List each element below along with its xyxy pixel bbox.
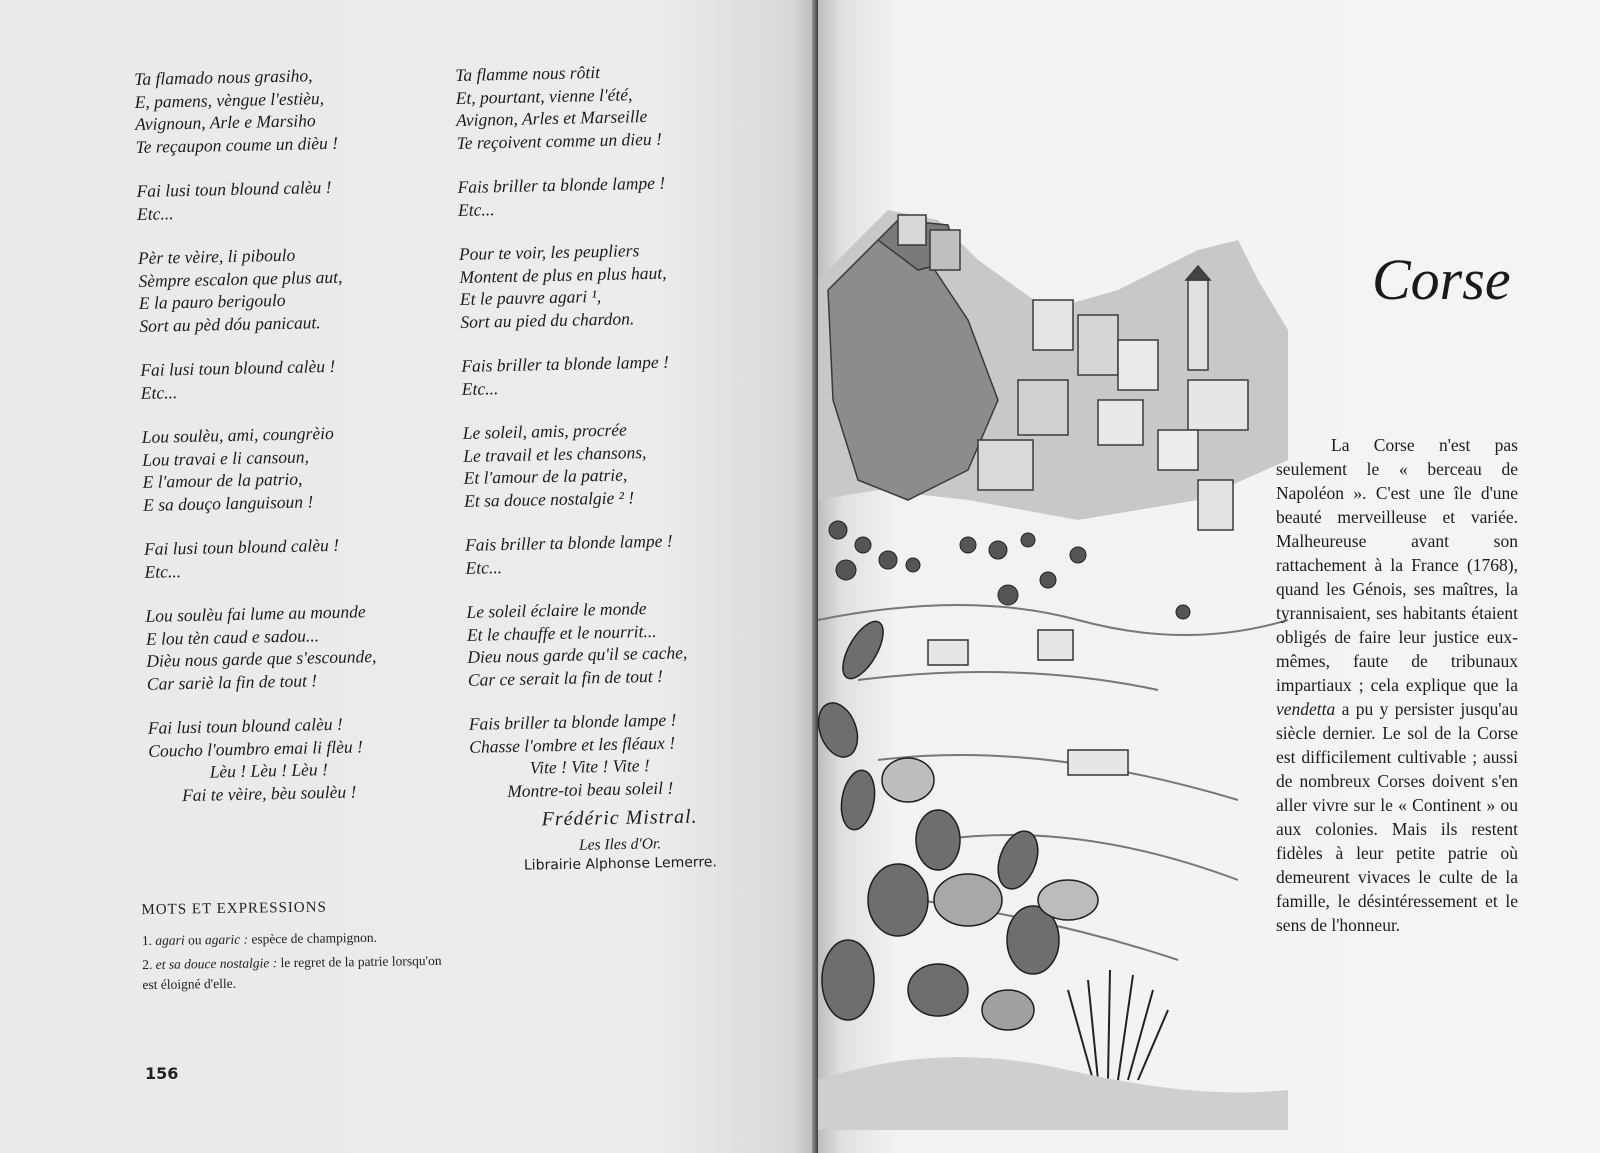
poem-line: Et le chauffe et le nourrit... (466, 620, 657, 645)
poem-line: Car sariè la fin de tout ! (146, 669, 318, 694)
poem-line: Car ce serait la fin de tout ! (467, 665, 663, 690)
note-number: 2. (142, 956, 153, 973)
note-text: espèce de champignon. (247, 929, 378, 947)
poem-line: Lou soulèu fai lume au mounde (145, 601, 366, 626)
poem-line: E la pauro berigoulo (138, 289, 286, 313)
stanza (141, 421, 383, 516)
stanza (459, 238, 701, 333)
note-term: agaric : (204, 931, 249, 948)
poem-line: Fais briller ta blonde lampe ! (457, 172, 666, 197)
french-poem (455, 59, 711, 825)
poem-line: Sort au pied du chardon. (460, 307, 635, 332)
poem-line: Fai lusi toun blound calèu ! (136, 176, 332, 201)
poem-line: Etc... (140, 381, 178, 403)
body-text-b: a pu y persister jusqu'au siècle dernier. Le sol de la Corse est difficilement cultivable ; aussi de nombreux Corses doivent s'en aller vivre sur le « Continent » ou aux colonies. Mais ils restent fidèles à leur petite patrie où demeurent vivaces le culte de la famille, le désintéressement et le sens de l'honneur. (1276, 699, 1518, 935)
corsica-village-illustration (818, 200, 1288, 1130)
stanza (145, 600, 387, 695)
poem-line: Le travail et les chansons, (462, 441, 647, 466)
attribution (504, 805, 735, 874)
stanza (457, 171, 698, 221)
poem-line: Le soleil, amis, procrée (462, 419, 628, 443)
poem-line: Et, pourtant, vienne l'été, (455, 83, 633, 108)
note-number: 1. (141, 932, 153, 949)
author-name: Frédéric Mistral. (541, 805, 698, 831)
stanza (461, 350, 702, 400)
occitan-poem (134, 63, 390, 829)
poem-line: Etc... (461, 377, 499, 399)
note-text: le regret de la patrie lorsqu'on est éloigné d'elle. (142, 952, 442, 993)
poem-line: E l'amour de la patrio, (142, 468, 303, 492)
note-sep: ou (184, 932, 205, 948)
poem-line: Fai lusi toun blound calèu ! (147, 713, 343, 738)
stanza (144, 533, 385, 583)
poem-line: Fais briller ta blonde lampe ! (464, 530, 673, 555)
stanza (138, 242, 380, 337)
note-term: agari (155, 932, 185, 948)
poem-line: Coucho l'oumbro emai li flèu ! (148, 735, 363, 761)
poem-line: Dieu nous garde qu'il se cache, (467, 642, 688, 667)
note-1 (142, 927, 442, 951)
poem-line: Fais briller ta blonde lampe ! (468, 709, 677, 734)
poem-line: E, pamens, vèngue l'estièu, (134, 87, 325, 112)
poem-line: Et sa douce nostalgie ² ! (463, 486, 635, 511)
note-2 (142, 951, 443, 995)
poem-line: Lou soulèu, ami, coungrèio (141, 422, 334, 447)
poem-line: Lèu ! Lèu ! Lèu ! (209, 759, 328, 782)
poem-line: Sort au pèd dóu panicaut. (139, 311, 321, 336)
stanza (462, 417, 704, 512)
poem-line: Fai te vèire, bèu soulèu ! (181, 781, 357, 805)
final-stanza (148, 712, 390, 807)
poem-line: E lou tèn caud e sadou... (145, 624, 320, 649)
poem-line: Avignoun, Arle e Marsiho (134, 110, 316, 134)
body-emphasis: vendetta (1276, 699, 1336, 719)
poem-line: Le soleil éclaire le monde (466, 598, 647, 622)
poem-line: Avignon, Arles et Marseille (455, 105, 648, 130)
poem-line: Montent de plus en plus haut, (459, 262, 667, 287)
page-number: 156 (145, 1064, 179, 1083)
article-body (1276, 433, 1518, 937)
poem-line: Te reçoivent comme un dieu ! (456, 128, 663, 153)
poem-line: Fai lusi toun blound calèu ! (143, 534, 340, 559)
poem-line: Etc... (144, 560, 182, 582)
poem-line: Fai lusi toun blound calèu ! (140, 355, 336, 380)
stanza (455, 59, 697, 154)
poem-line: Lou travai e li cansoun, (141, 445, 310, 470)
stanza (134, 63, 376, 158)
poem-line: Sèmpre escalon que plus aut, (138, 266, 343, 291)
stanza (465, 529, 706, 579)
poem-line: Ta flamme nous rôtit (455, 61, 601, 85)
note-term: et sa douce nostalgie : (155, 955, 278, 972)
poem-line: Etc... (136, 202, 174, 224)
poem-line: Pèr te vèire, li piboulo (137, 244, 296, 268)
vocabulary-notes (141, 898, 442, 999)
poem-line: Et l'amour de la patrie, (463, 464, 628, 488)
stanza (136, 175, 377, 225)
poem-line: Montre-toi beau soleil ! (506, 777, 674, 801)
poem-line: Pour te voir, les peupliers (458, 240, 640, 264)
stanza (466, 596, 708, 691)
stanza (140, 354, 381, 404)
poem-line: Dièu nous garde que s'escounde, (146, 646, 377, 671)
poem-line: Ta flamado nous grasiho, (134, 65, 313, 89)
poem-line: Etc... (457, 198, 495, 220)
poem-line: Et le pauvre agari ¹, (459, 285, 602, 309)
poem-line: Vite ! Vite ! Vite ! (529, 755, 650, 778)
notes-heading: MOTS ET EXPRESSIONS (141, 899, 327, 919)
poem-line: Etc... (465, 556, 503, 578)
publisher: Librairie Alphonse Lemerre. (523, 854, 718, 874)
poem-line: Te reçaupon coume un dièu ! (135, 132, 339, 157)
final-stanza (469, 708, 711, 803)
article-title: Corse (1372, 247, 1511, 312)
book-title: Les Iles d'Or. (578, 835, 662, 854)
poem-line: E sa douço languisoun ! (142, 490, 314, 515)
poem-line: Fais briller ta blonde lampe ! (461, 351, 670, 376)
body-text-a: La Corse n'est pas seulement le « berceau de Napoléon ». C'est une île d'une beauté merveilleuse et variée. Malheureuse avant son rattachement à la France (1768), quand les Génois, ses maîtres, la tyrannisaient, ses habitants étaient obligés de faire leur justice eux-mêmes, faute de tribunaux impartiaux ; cela explique que la (1276, 435, 1518, 695)
poem-line: Chasse l'ombre et les fléaux ! (469, 732, 676, 757)
